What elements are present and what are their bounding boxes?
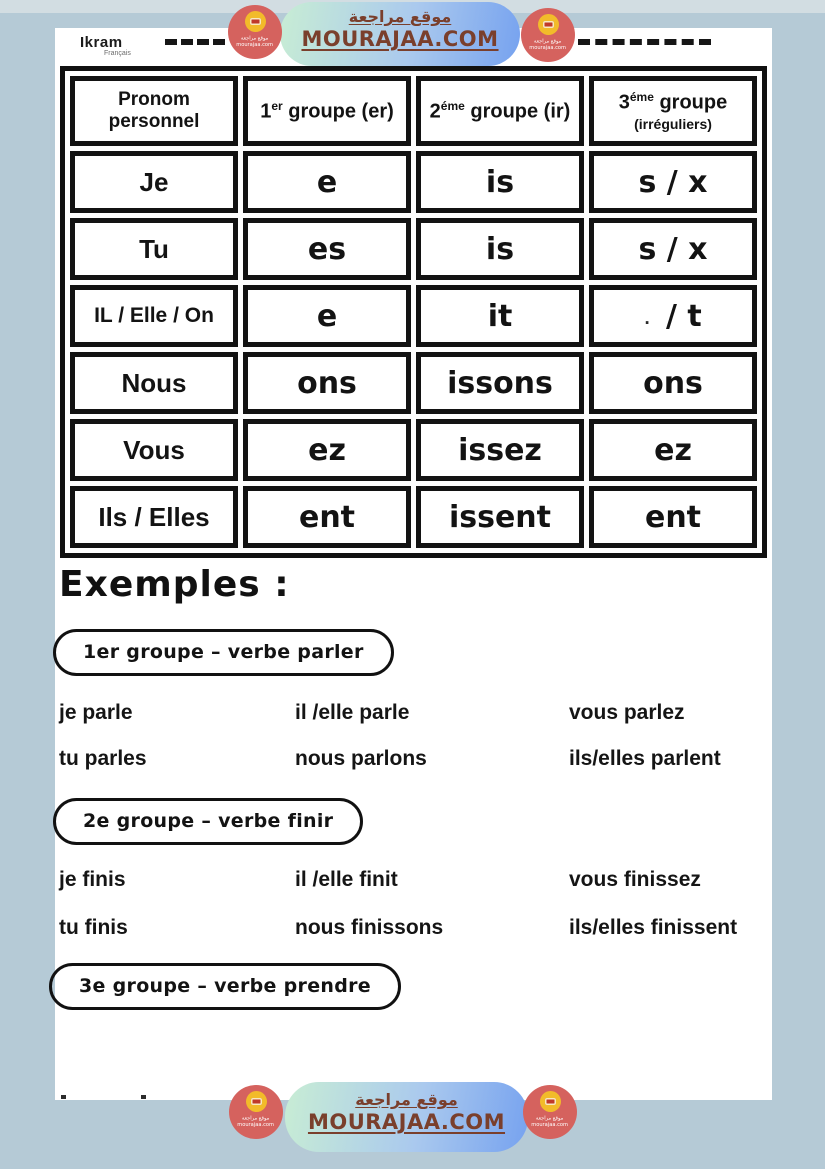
example-item: vous parlez xyxy=(569,701,685,724)
group2-label-pill: 2e groupe – verbe finir xyxy=(53,798,363,845)
example-item: je finis xyxy=(59,868,126,891)
mourajaa-badge xyxy=(228,5,282,59)
logo-title: Ikram xyxy=(80,34,123,51)
ending-cell: e xyxy=(243,151,411,213)
watermark-site-text: MOURAJAA.COM xyxy=(307,1110,506,1134)
ending-cell: . / t xyxy=(589,285,757,347)
table-row xyxy=(70,151,757,213)
example-item: il /elle parle xyxy=(295,701,410,724)
watermark-bottom xyxy=(285,1082,528,1152)
document-page xyxy=(55,28,772,1100)
book-icon xyxy=(246,1091,267,1112)
example-line xyxy=(55,915,772,941)
badge-arabic-text: موقع مراجعة xyxy=(536,1115,564,1122)
header-groupe2: $2^{éme}$ groupe (ir) xyxy=(416,76,584,146)
watermark-site-text: MOURAJAA.COM xyxy=(301,27,499,51)
watermark-arabic-text: موقع مراجعة xyxy=(348,7,452,26)
ending-cell: ons xyxy=(589,352,757,414)
header-groupe3-note: (irréguliers) xyxy=(634,115,712,132)
mourajaa-badge xyxy=(523,1085,577,1139)
table-row xyxy=(70,419,757,481)
cut-text-fragment xyxy=(61,1095,66,1099)
cut-text-fragment xyxy=(141,1095,146,1099)
obscured-title-fragment xyxy=(578,39,711,45)
mourajaa-badge xyxy=(229,1085,283,1139)
conjugation-table-frame xyxy=(60,66,767,558)
ending-cell: s / x xyxy=(589,218,757,280)
watermark-arabic-text: موقع مراجعة xyxy=(355,1090,458,1109)
header-groupe3: $3^{éme}$ groupe (irréguliers) xyxy=(589,76,757,146)
ikram-logo xyxy=(80,34,131,57)
example-item: nous finissons xyxy=(295,916,444,939)
example-item: tu parles xyxy=(59,747,147,770)
example-line xyxy=(55,867,772,893)
faint-dot: . xyxy=(644,309,650,328)
header-pronom: Pronom personnel xyxy=(70,76,238,146)
pronoun-cell: IL / Elle / On xyxy=(70,285,238,347)
ending-cell: it xyxy=(416,285,584,347)
logo-subtitle: Français xyxy=(104,50,131,57)
conjugation-table xyxy=(65,71,762,553)
example-item: nous parlons xyxy=(295,747,427,770)
pronoun-cell: Tu xyxy=(70,218,238,280)
example-item: ils/elles finissent xyxy=(569,916,738,939)
ending-cell: is xyxy=(416,218,584,280)
example-item: tu finis xyxy=(59,916,128,939)
group1-label-pill: 1er groupe – verbe parler xyxy=(53,629,394,676)
table-row xyxy=(70,218,757,280)
ending-cell: es xyxy=(243,218,411,280)
watermark-top xyxy=(280,2,520,66)
badge-site-text: mourajaa.com xyxy=(236,41,274,48)
example-line xyxy=(55,700,772,726)
example-item: il /elle finit xyxy=(295,868,398,891)
ending-cell: issez xyxy=(416,419,584,481)
examples-heading: Exemples : xyxy=(59,564,290,605)
ending-cell: issons xyxy=(416,352,584,414)
badge-site-text: mourajaa.com xyxy=(237,1121,275,1128)
ending-cell: ez xyxy=(589,419,757,481)
header-groupe1: 1er groupe (er) xyxy=(243,76,411,146)
book-icon xyxy=(245,11,266,32)
ending-cell: ez xyxy=(243,419,411,481)
ending-cell: ons xyxy=(243,352,411,414)
ending-cell: s / x xyxy=(589,151,757,213)
mourajaa-badge xyxy=(521,8,575,62)
pronoun-cell: Ils / Elles xyxy=(70,486,238,548)
book-icon xyxy=(540,1091,561,1112)
pronoun-cell: Vous xyxy=(70,419,238,481)
table-row xyxy=(70,486,757,548)
example-item: je parle xyxy=(59,701,133,724)
example-item: vous finissez xyxy=(569,868,701,891)
table-row xyxy=(70,285,757,347)
badge-arabic-text: موقع مراجعة xyxy=(534,38,562,45)
pronoun-cell: Je xyxy=(70,151,238,213)
group3-label-pill: 3e groupe – verbe prendre xyxy=(49,963,401,1010)
example-line xyxy=(55,746,772,772)
badge-arabic-text: موقع مراجعة xyxy=(242,1115,270,1122)
badge-site-text: mourajaa.com xyxy=(529,44,567,51)
ending-cell: ent xyxy=(243,486,411,548)
book-icon xyxy=(538,14,559,35)
ending-cell: issent xyxy=(416,486,584,548)
pronoun-cell: Nous xyxy=(70,352,238,414)
table-row xyxy=(70,352,757,414)
ending-cell: is xyxy=(416,151,584,213)
example-item: ils/elles parlent xyxy=(569,747,721,770)
badge-site-text: mourajaa.com xyxy=(531,1121,569,1128)
obscured-title-fragment xyxy=(165,39,225,45)
table-header-row xyxy=(70,76,757,146)
ending-cell: e xyxy=(243,285,411,347)
badge-arabic-text: موقع مراجعة xyxy=(241,35,269,42)
ending-cell: ent xyxy=(589,486,757,548)
